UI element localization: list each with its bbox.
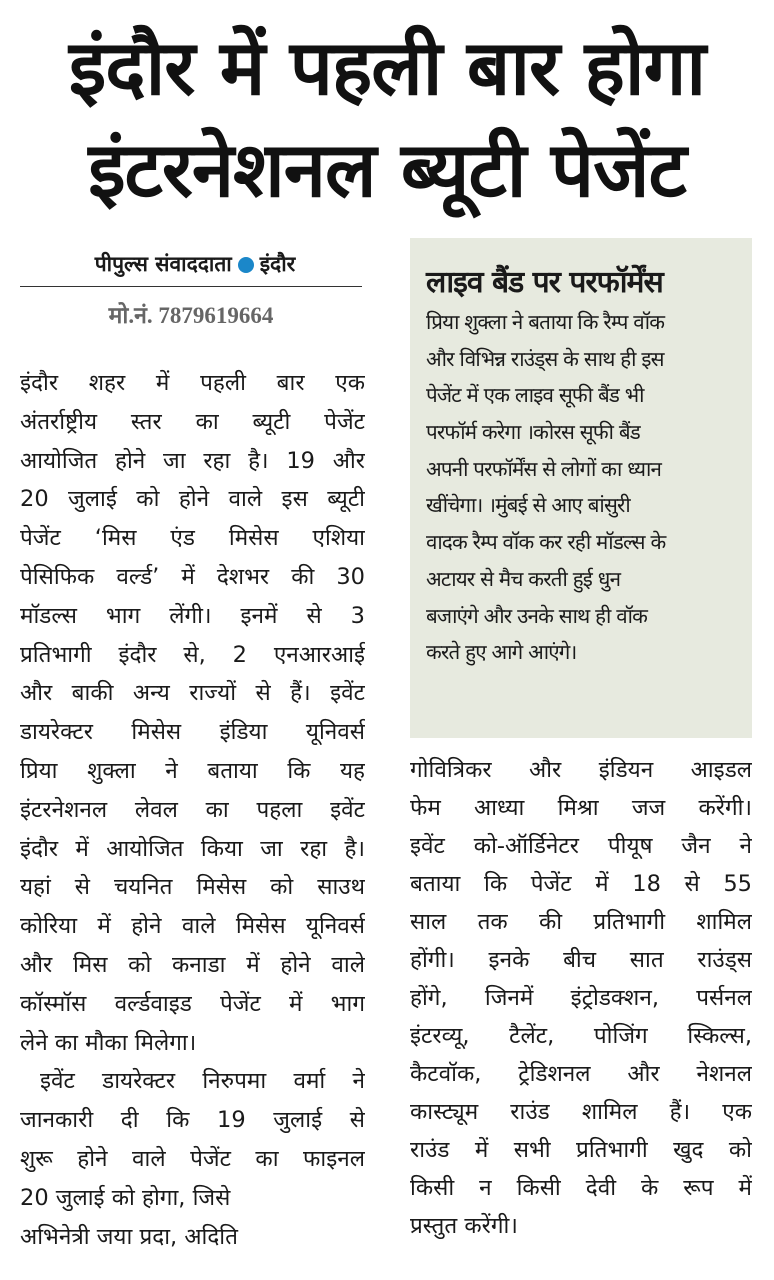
text-line: खींचेगा। ।मुंबई से आए बांसुरी [426, 493, 630, 518]
text-line: और विभिन्न राउंड्स के साथ ही इस [426, 346, 664, 371]
text-line: वादक रैम्प वॉक कर रही मॉडल्स के [426, 530, 666, 555]
sidebox-body [426, 304, 746, 671]
text-line: अटायर से मैच करती हुई धुन [426, 566, 621, 591]
text-line: बजाएंगे और उनके साथ ही वॉक [426, 603, 648, 628]
sidebox-title: लाइव बैंड पर परफॉर्मेंस [426, 265, 663, 300]
text-line: इंटरनेशनल लेवल का पहला इवेंट [20, 796, 365, 823]
text-line: यहां से चयनित मिसेस को साउथ [20, 874, 365, 901]
byline [30, 250, 360, 278]
text-line: जानकारी दी कि 19 जुलाई से [20, 1107, 365, 1134]
text-line: लेने का मौका मिलेगा। [20, 1029, 197, 1056]
left-column [20, 364, 365, 1256]
text-line: इंदौर में आयोजित किया जा रहा है। [20, 835, 365, 862]
text-line: प्रिया शुक्ला ने बताया कि रैम्प वॉक [426, 310, 665, 334]
text-line: इवेंट डायरेक्टर निरुपमा वर्मा ने [40, 1068, 365, 1095]
text-line: पेजेंट में एक लाइव सूफी बैंड भी [426, 383, 644, 408]
text-line: 20 जुलाई को होने वाले इस ब्यूटी [20, 486, 365, 513]
text-line: प्रस्तुत करेंगी। [410, 1213, 518, 1239]
text-line: फेम आध्या मिश्रा जज करेंगी। [410, 795, 752, 821]
text-line: और बाकी अन्य राज्यों से हैं। इवेंट [20, 680, 365, 707]
text-line: 20 जुलाई को होगा, जिसे [20, 1184, 231, 1211]
text-line: इवेंट को-ऑर्डिनेटर पीयूष जैन ने [410, 833, 752, 859]
text-line: पेजेंट ‘मिस एंड मिसेस एशिया [20, 525, 365, 552]
right-column [410, 751, 752, 1245]
text-line: साल तक की प्रतिभागी शामिल [410, 909, 752, 935]
text-line: पेसिफिक वर्ल्ड’ में देशभर की 30 [20, 563, 365, 590]
mobile-number: मो.नं. 7879619664 [108, 303, 274, 328]
divider [20, 286, 362, 287]
text-line: मॉडल्स भाग लेंगी। इनमें से 3 [20, 602, 365, 629]
text-line: आयोजित होने जा रहा है। 19 और [20, 447, 365, 474]
text-line: अभिनेत्री जया प्रदा, अदिति [20, 1223, 238, 1250]
reporter: पीपुल्स संवाददाता [94, 252, 232, 276]
text-line: बताया कि पेजेंट में 18 से 55 [410, 871, 752, 897]
text-line: और मिस को कनाडा में होने वाले [20, 951, 365, 978]
sidebox [410, 238, 752, 738]
text-line: प्रतिभागी इंदौर से, 2 एनआरआई [20, 641, 365, 668]
text-line: इंदौर शहर में पहली बार एक [20, 370, 365, 396]
dateline-city: इंदौर [259, 252, 296, 276]
text-line: होंगे, जिनमें इंट्रोडक्शन, पर्सनल [410, 985, 752, 1011]
text-line: कॉस्मॉस वर्ल्डवाइड पेजेंट में भाग [20, 990, 365, 1017]
text-line: होंगी। इनके बीच सात राउंड्स [410, 947, 752, 973]
text-line: डायरेक्टर मिसेस इंडिया यूनिवर्स [20, 719, 365, 746]
text-line: कोरिया में होने वाले मिसेस यूनिवर्स [20, 913, 365, 940]
text-line: करते हुए आगे आएंगे। [426, 640, 577, 665]
text-line: शुरू होने वाले पेजेंट का फाइनल [20, 1145, 365, 1172]
text-line: परफॉर्म करेगा ।कोरस सूफी बैंड [426, 420, 640, 445]
text-line: राउंड में सभी प्रतिभागी खुद को [410, 1137, 752, 1163]
text-line: कैटवॉक, ट्रेडिशनल और नेशनल [410, 1061, 752, 1087]
text-line: इंटरव्यू, टैलेंट, पोजिंग स्किल्स, [410, 1023, 752, 1049]
text-line: प्रिया शुक्ला ने बताया कि यह [20, 757, 365, 784]
headline-line-2: इंटरनेशनल ब्यूटी पेजेंट [88, 125, 686, 214]
text-line: किसी न किसी देवी के रूप में [410, 1175, 752, 1201]
bullet-dot-icon [238, 257, 254, 273]
text-line: अंतर्राष्ट्रीय स्तर का ब्यूटी पेजेंट [20, 408, 365, 435]
headline-line-1: इंदौर में पहली बार होगा [68, 23, 706, 112]
text-line: कास्ट्यूम राउंड शामिल हैं। एक [410, 1099, 752, 1125]
text-line: गोवित्रिकर और इंडियन आइडल [410, 757, 752, 783]
text-line: अपनी परफॉर्मेंस से लोगों का ध्यान [426, 456, 662, 481]
